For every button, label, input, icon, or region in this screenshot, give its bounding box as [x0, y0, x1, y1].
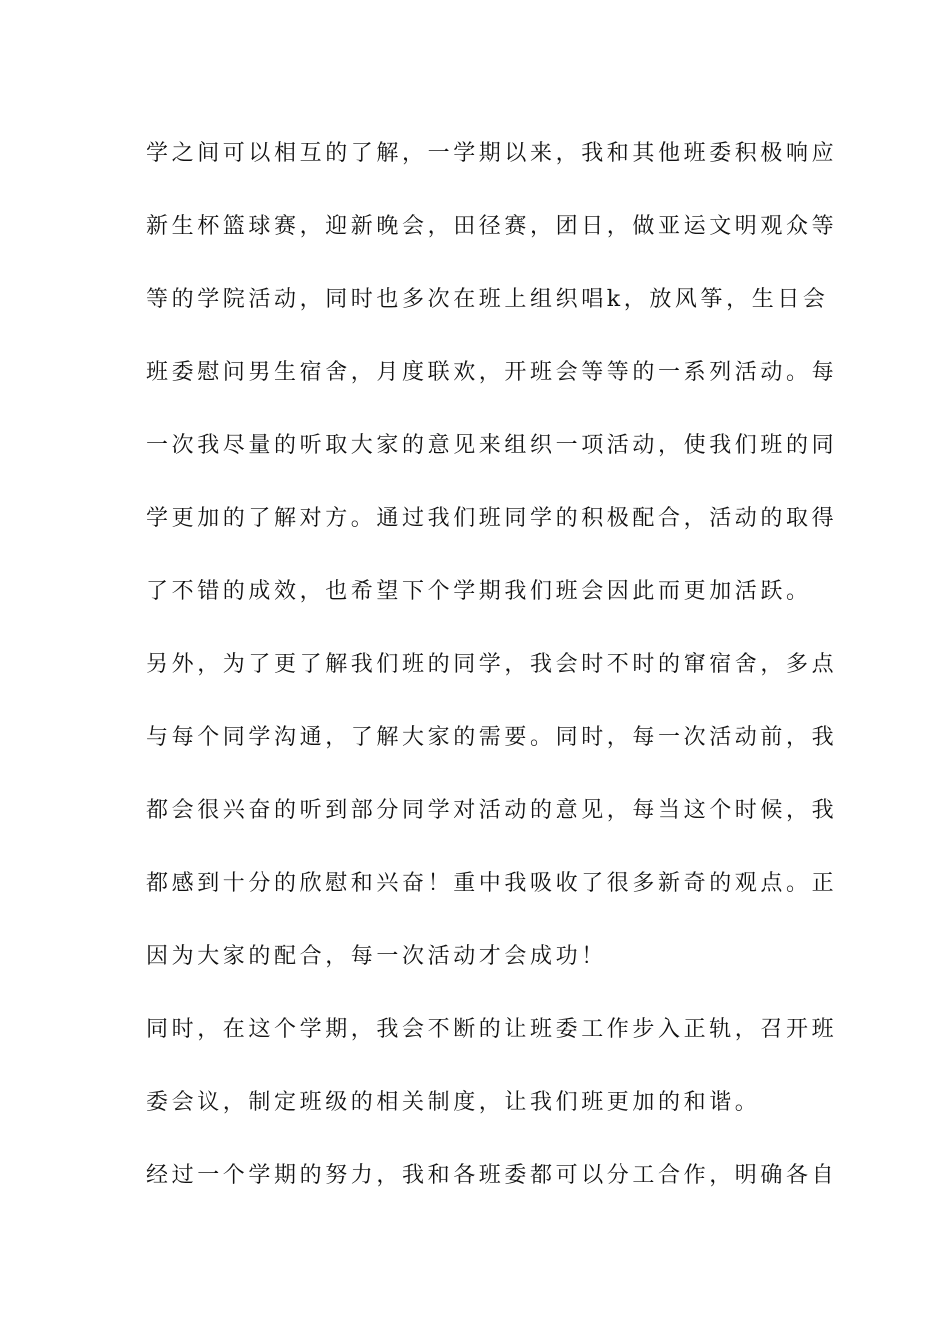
text-line-5: 一次我尽量的听取大家的意见来组织一项活动，使我们班的同 [146, 433, 838, 458]
text-line-2: 新生杯篮球赛，迎新晚会，田径赛，团日，做亚运文明观众等 [146, 214, 838, 239]
text-line-10: 都会很兴奋的听到部分同学对活动的意见，每当这个时候，我 [146, 798, 838, 823]
text-line-9: 与每个同学沟通，了解大家的需要。同时，每一次活动前，我 [146, 725, 838, 750]
text-line-12: 因为大家的配合，每一次活动才会成功！ [146, 944, 607, 969]
text-line-7: 了不错的成效，也希望下个学期我们班会因此而更加活跃。 [146, 579, 812, 604]
text-line-13: 同时，在这个学期，我会不断的让班委工作步入正轨，召开班 [146, 1017, 838, 1042]
text-line-14: 委会议，制定班级的相关制度，让我们班更加的和谐。 [146, 1090, 761, 1115]
text-line-1: 学之间可以相互的了解，一学期以来，我和其他班委积极响应 [146, 141, 838, 166]
text-line-15: 经过一个学期的努力，我和各班委都可以分工合作，明确各自 [146, 1163, 838, 1188]
text-line-4: 班委慰问男生宿舍，月度联欢，开班会等等的一系列活动。每 [146, 360, 838, 385]
text-line-3: 等的学院活动，同时也多次在班上组织唱k，放风筝，生日会 [146, 287, 829, 312]
text-line-8: 另外，为了更了解我们班的同学，我会时不时的窜宿舍，多点 [146, 652, 838, 677]
text-line-6: 学更加的了解对方。通过我们班同学的积极配合，活动的取得 [146, 506, 838, 531]
text-line-11: 都感到十分的欣慰和兴奋！重中我吸收了很多新奇的观点。正 [146, 871, 838, 896]
